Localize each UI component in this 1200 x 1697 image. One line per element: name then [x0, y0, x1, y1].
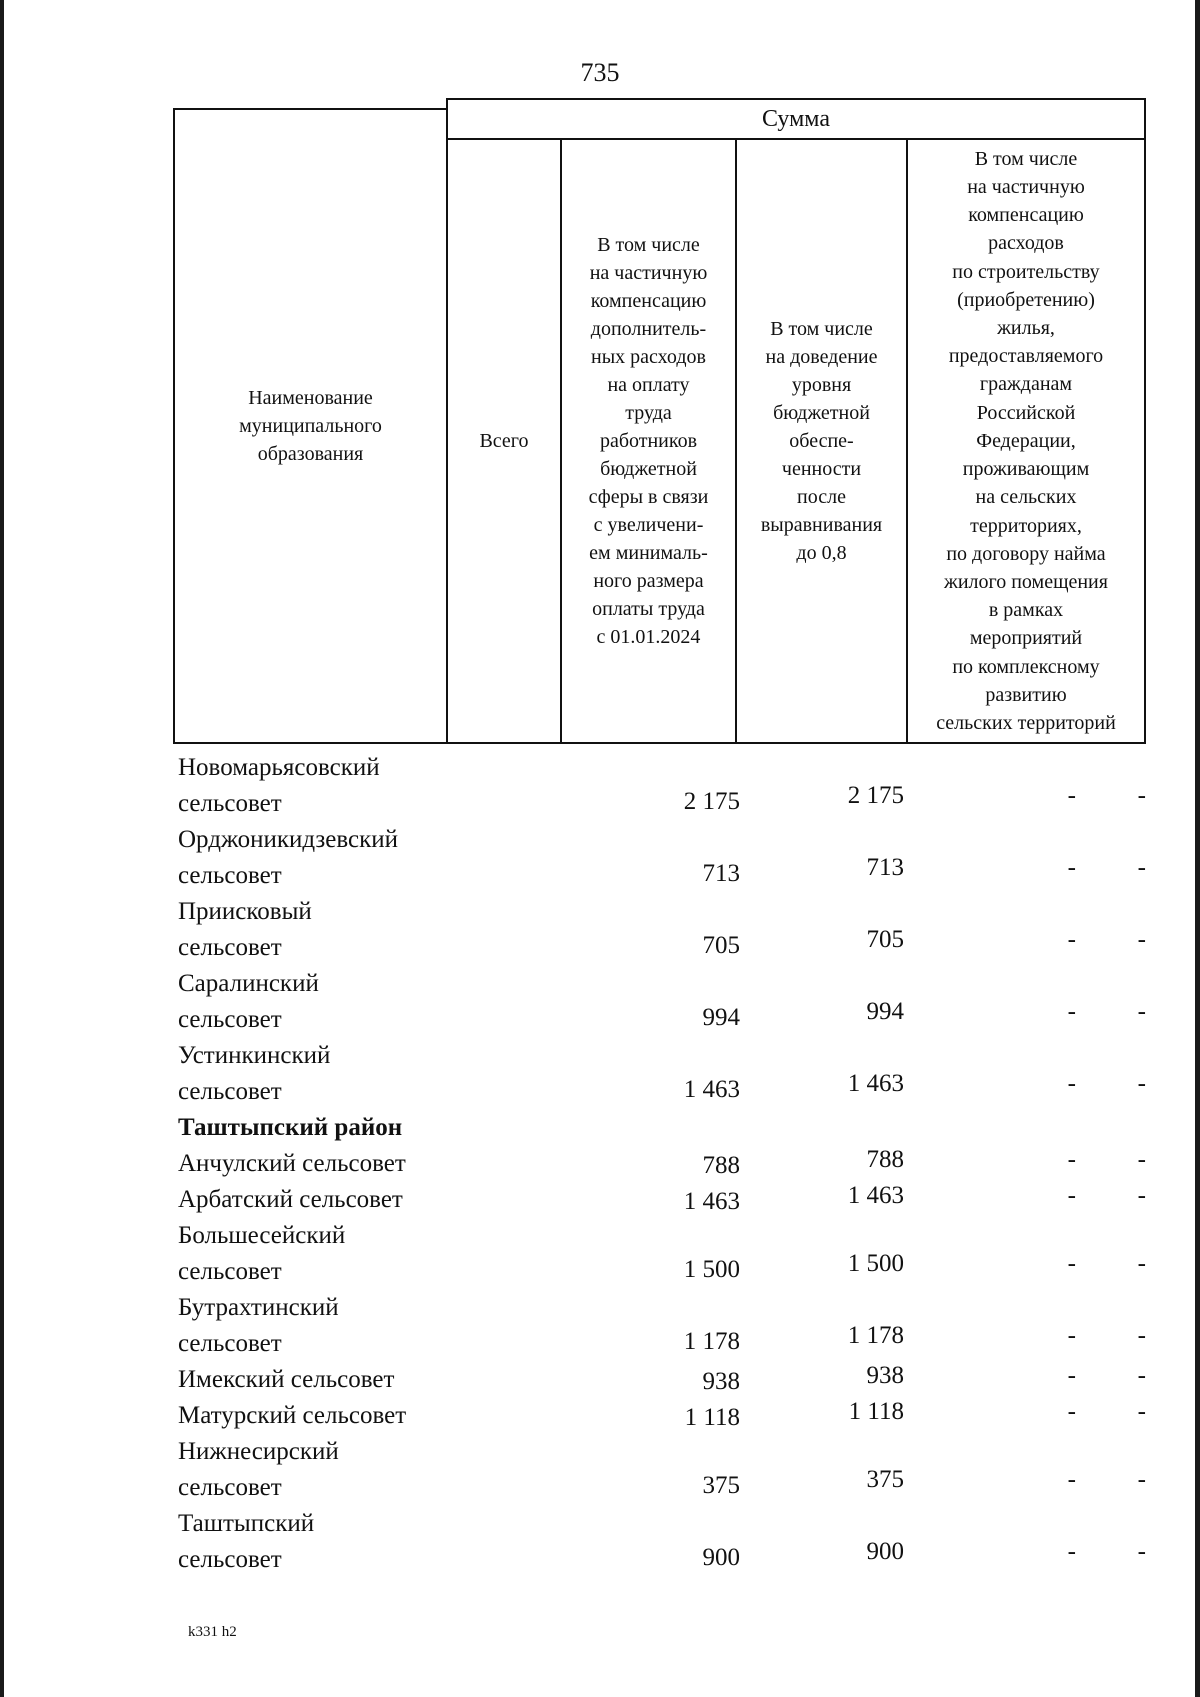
name-line: Таштыпский район [178, 1114, 403, 1141]
housing-value: - [1137, 1538, 1146, 1565]
table-row [176, 1398, 1146, 1434]
name-line: Анчулский сельсовет [178, 1150, 406, 1177]
header-housing-line: расходов [988, 232, 1064, 255]
header-housing-line: по договору найма [946, 542, 1106, 565]
header-housing-line: гражданам [979, 373, 1073, 396]
header-housing-line: по комплексному [952, 655, 1100, 678]
name-line: сельсовет [178, 1474, 282, 1501]
header-wage-line: с увеличени- [593, 514, 704, 536]
municipality-name [178, 1398, 458, 1434]
header-level-line: уровня [791, 374, 852, 396]
level-value: - [1067, 854, 1076, 881]
name-line: Нижнесирский [178, 1438, 339, 1465]
level-value: - [1067, 1146, 1076, 1173]
municipality-name [178, 1290, 458, 1362]
name-line: сельсовет [178, 790, 282, 817]
total-value: 375 [702, 1472, 740, 1499]
wage-value: 375 [866, 1466, 904, 1493]
header-level-text [761, 315, 882, 567]
header-housing-line: мероприятий [969, 627, 1083, 650]
section-header-row [176, 1110, 1146, 1146]
header-wage-line: сферы в связи [588, 486, 709, 508]
housing-value: - [1137, 1146, 1146, 1173]
footer-code: k331 h2 [188, 1624, 237, 1640]
municipality-name [178, 894, 458, 966]
wage-value: 938 [866, 1362, 904, 1389]
name-line: сельсовет [178, 934, 282, 961]
name-line: сельсовет [178, 1078, 282, 1105]
header-wage-line: ного размера [593, 570, 704, 592]
header-wage-line: работников [599, 430, 698, 452]
header-wage-column [562, 140, 735, 742]
name-line: Саралинский [178, 970, 319, 997]
housing-value: - [1137, 782, 1146, 809]
header-wage-line: труда [625, 402, 672, 424]
header-level-line: на доведение [765, 346, 878, 368]
wage-value: 1 463 [847, 1182, 904, 1209]
table-header [173, 98, 1146, 744]
header-housing-line: жилого помещения [944, 570, 1108, 593]
level-value: - [1067, 1322, 1076, 1349]
housing-value: - [1137, 1250, 1146, 1277]
header-name-text [239, 384, 382, 468]
level-value: - [1067, 926, 1076, 953]
level-value: - [1067, 1466, 1076, 1493]
header-rule-right [1144, 98, 1146, 744]
header-name-line: образования [257, 443, 364, 465]
header-level-line: выравнивания [760, 514, 883, 536]
total-value: 938 [702, 1368, 740, 1395]
header-wage-line: оплаты труда [592, 598, 705, 620]
header-housing-text [936, 145, 1116, 737]
name-line: Новомарьясовский [178, 754, 380, 781]
municipality-name [178, 750, 458, 822]
table-row [176, 1182, 1146, 1218]
header-housing-line: предоставляемого [948, 345, 1104, 368]
housing-value: - [1137, 1466, 1146, 1493]
name-line: Орджоникидзевский [178, 826, 399, 853]
header-wage-line: компенсацию [590, 290, 707, 312]
table-row [176, 966, 1146, 1038]
table-row [176, 822, 1146, 894]
name-line: Матурский сельсовет [178, 1402, 407, 1429]
wage-value: 1 500 [847, 1250, 904, 1277]
page-number: 735 [580, 58, 620, 87]
housing-value: - [1137, 926, 1146, 953]
level-value: - [1067, 1250, 1076, 1277]
header-wage-line: с 01.01.2024 [596, 626, 701, 648]
table-row [176, 1362, 1146, 1398]
wage-value: 2 175 [847, 782, 904, 809]
total-value: 1 463 [683, 1188, 740, 1215]
header-housing-line: проживающим [962, 458, 1090, 481]
municipality-name [178, 1038, 458, 1110]
header-level-line: бюджетной [773, 402, 870, 424]
header-level-line: до 0,8 [796, 542, 847, 564]
header-level-line: ченности [781, 458, 862, 480]
header-housing-line: В том числе [974, 147, 1078, 170]
table-row [176, 1506, 1146, 1578]
housing-value: - [1137, 854, 1146, 881]
name-line: сельсовет [178, 1006, 282, 1033]
wage-value: 1 178 [847, 1322, 904, 1349]
level-value: - [1067, 1362, 1076, 1389]
header-wage-text [589, 231, 709, 651]
municipality-name [178, 1146, 458, 1182]
level-value: - [1067, 1182, 1076, 1209]
header-housing-line: (приобретению) [957, 288, 1095, 311]
header-housing-line: территориях, [970, 514, 1082, 537]
name-line: сельсовет [178, 1330, 282, 1357]
level-value: - [1067, 1398, 1076, 1425]
municipality-name [178, 822, 458, 894]
wage-value: 705 [866, 926, 904, 953]
header-housing-line: Российской [976, 401, 1076, 424]
wage-value: 994 [866, 998, 904, 1025]
level-value: - [1067, 782, 1076, 809]
name-line: Приисковый [178, 898, 312, 925]
header-wage-line: дополнитель- [590, 318, 707, 340]
wage-value: 713 [866, 854, 904, 881]
total-value: 713 [702, 860, 740, 887]
header-level-line: после [797, 486, 846, 508]
header-wage-line: на оплату [607, 374, 690, 396]
header-wage-line: на частичную [589, 262, 708, 284]
name-line: Устинкинский [178, 1042, 331, 1069]
total-value: 994 [702, 1004, 740, 1031]
municipality-name [178, 1362, 458, 1398]
table-row [176, 1290, 1146, 1362]
header-housing-line: по строительству [952, 260, 1100, 283]
table-row [176, 1146, 1146, 1182]
table-row [176, 1434, 1146, 1506]
header-total-column: Всего [479, 430, 529, 452]
header-name-line: Наименование [248, 387, 373, 409]
header-housing-line: на сельских [975, 486, 1077, 509]
housing-value: - [1137, 1182, 1146, 1209]
municipality-name [178, 1218, 458, 1290]
header-name-column [175, 110, 446, 742]
total-value: 1 463 [683, 1076, 740, 1103]
table-row [176, 894, 1146, 966]
header-wage-line: ных расходов [591, 346, 706, 368]
name-line: Таштыпский [178, 1510, 315, 1537]
header-name-line: муниципального [239, 415, 382, 437]
name-line: сельсовет [178, 862, 282, 889]
total-value: 788 [702, 1152, 740, 1179]
name-line: Бутрахтинский [178, 1294, 339, 1321]
housing-value: - [1137, 1070, 1146, 1097]
header-wage-line: бюджетной [600, 458, 697, 480]
housing-value: - [1137, 1322, 1146, 1349]
header-housing-line: жилья, [997, 317, 1055, 340]
municipality-name [178, 1182, 458, 1218]
header-housing-line: на частичную [967, 176, 1085, 199]
wage-value: 900 [866, 1538, 904, 1565]
page-border-right [1195, 0, 1200, 1697]
name-line: сельсовет [178, 1546, 282, 1573]
header-wage-line: В том числе [597, 234, 700, 256]
page-border-left [0, 0, 4, 1697]
header-housing-line: Федерации, [976, 429, 1076, 452]
housing-value: - [1137, 1398, 1146, 1425]
municipality-name [178, 1506, 458, 1578]
header-level-column [737, 140, 906, 742]
total-value: 705 [702, 932, 740, 959]
table-row [176, 750, 1146, 822]
header-housing-line: развитию [985, 683, 1067, 706]
header-rule-bottom [173, 742, 1146, 744]
header-housing-line: компенсацию [968, 204, 1084, 227]
total-value: 1 500 [683, 1256, 740, 1283]
municipality-name [178, 1434, 458, 1506]
district-name [178, 1110, 458, 1146]
total-value: 2 175 [683, 788, 740, 815]
header-housing-line: в рамках [988, 599, 1064, 622]
name-line: сельсовет [178, 1258, 282, 1285]
level-value: - [1067, 998, 1076, 1025]
wage-value: 1 118 [848, 1398, 904, 1425]
level-value: - [1067, 1070, 1076, 1097]
header-level-line: В том числе [770, 318, 873, 340]
header-housing-line: сельских территорий [936, 711, 1116, 734]
total-value: 1 118 [684, 1404, 740, 1431]
header-housing-column [908, 140, 1144, 742]
municipality-name [178, 966, 458, 1038]
header-wage-line: ем минималь- [589, 542, 708, 564]
wage-value: 1 463 [847, 1070, 904, 1097]
header-sum: Сумма [762, 106, 830, 132]
total-value: 900 [702, 1544, 740, 1571]
header-level-line: обеспе- [789, 430, 854, 452]
housing-value: - [1137, 998, 1146, 1025]
table-row [176, 1218, 1146, 1290]
total-value: 1 178 [683, 1328, 740, 1355]
table-row [176, 1038, 1146, 1110]
name-line: Имекский сельсовет [178, 1366, 395, 1393]
wage-value: 788 [866, 1146, 904, 1173]
housing-value: - [1137, 1362, 1146, 1389]
name-line: Большесейский [178, 1222, 346, 1249]
level-value: - [1067, 1538, 1076, 1565]
name-line: Арбатский сельсовет [178, 1186, 403, 1213]
